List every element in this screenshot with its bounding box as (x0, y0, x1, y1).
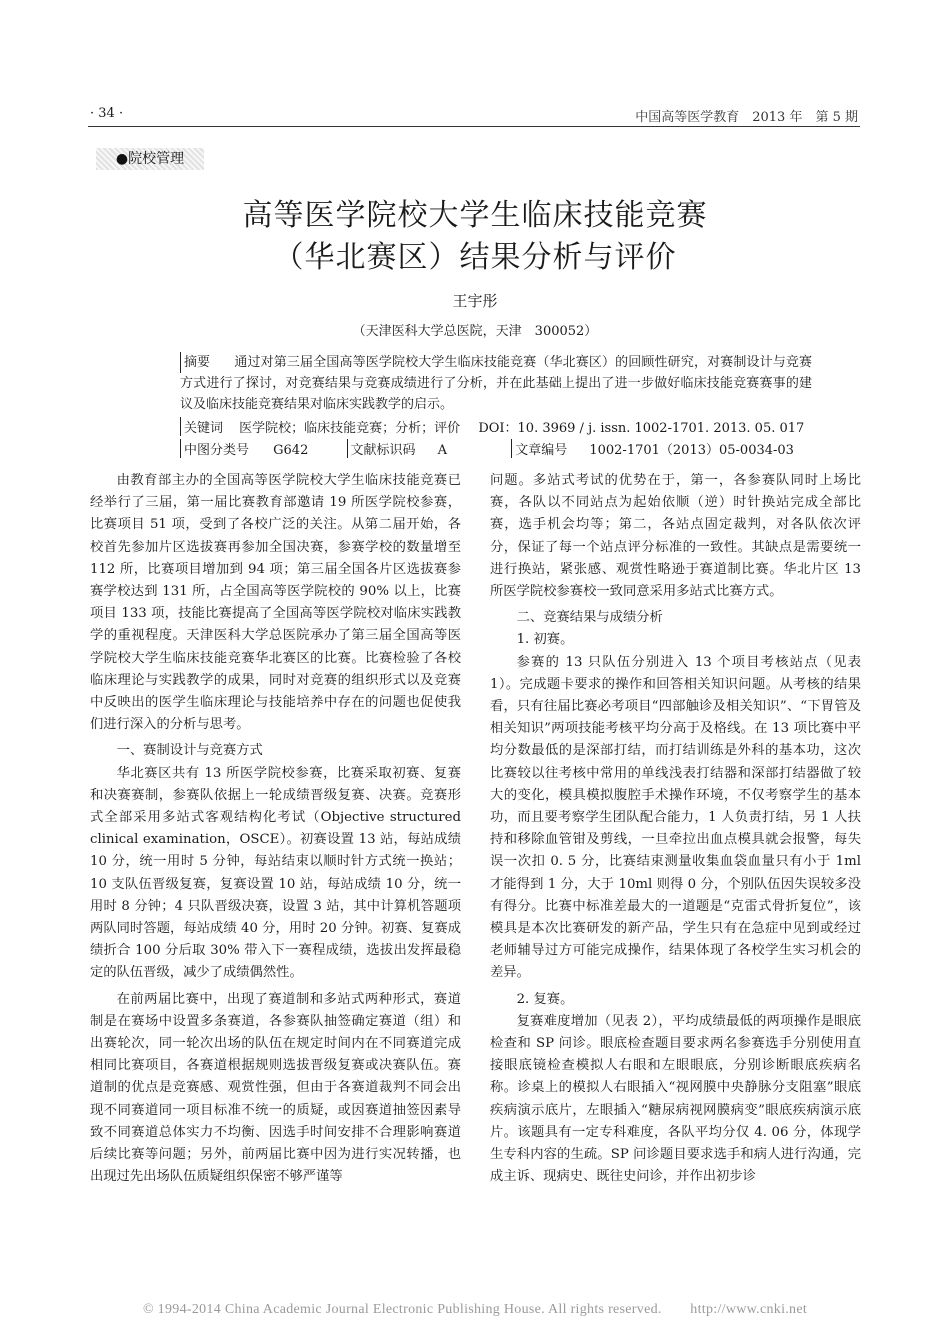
article-no-value: 1002-1701（2013）05-0034-03 (589, 443, 794, 458)
keywords-line (180, 417, 804, 436)
author: 王宇彤 (452, 292, 498, 310)
abstract (180, 352, 812, 415)
keywords-label: 关键词 (180, 417, 223, 436)
subsection-heading: 2. 复赛。 (516, 991, 574, 1007)
doi: DOI：10. 3969 / j. issn. 1002-1701. 2013. 05. 017 (478, 421, 805, 436)
journal-issue: 中国高等医学教育 2013 年 第 5 期 (635, 110, 858, 125)
title-line-1: 高等医学院校大学生临床技能竞赛 (242, 198, 708, 233)
body-column-right (490, 470, 861, 1193)
article-no-label: 文章编号 (511, 439, 567, 458)
classification-line (180, 439, 794, 458)
abstract-label: 摘要 (180, 352, 210, 373)
paragraph: 参赛的 13 只队伍分别进入 13 个项目考核站点（见表 1）。完成题卡要求的操作和回答相关知识问题。从考核的结果看，只有往届比赛必考项目“四部触诊及相关知识”、“下胃管及相关知识”两项技能考核平均分高于及格线。在 13 项比赛中平均分数最低的是深部打结，而打结训练是外科的基本功，这次比赛较以往考核中常用的单线浅表打结器和深部打结器做了较大的变化，模具模拟腹腔手术操作环境，不仅考察学生的基本功，而且要考察学生团队配合能力，1 人负责打结，另 1 人扶持和移除血管钳及剪线，一旦牵拉出血点模具就会报警，每失误一次扣 0. 5 分，比赛结束测量收集血袋血量只有小于 1ml 才能得到 1 分，大于 10ml 则得 0 分，个别队伍因失误较多没有得分。比赛中标准差最大的一道题是“克雷式骨折复位”，该模具是本次比赛研发的新产品，学生只有在急症中见到或经过老师辅导过方可能完成操作，结果体现了各校学生实习机会的差异。 (490, 654, 861, 981)
page-number: · 34 · (90, 106, 124, 121)
paragraph: 问题。多站式考试的优势在于，第一，各参赛队同时上场比赛，各队以不同站点为起始依顺（逆）时针换站完成全部比赛，选手机会均等；第二，各站点固定裁判，对各队依次评分，保证了每一个站点评分标准的一致性。其缺点是需要统一进行换站，紧张感、观赏性略逊于赛道制比赛。华北片区 13 所医学院校参赛校一致同意采用多站式比赛方式。 (490, 473, 861, 600)
abstract-text: 通过对第三届全国高等医学院校大学生临床技能竞赛（华北赛区）的回顾性研究，对赛制设计与竞赛方式进行了探讨，对竞赛结果与竞赛成绩进行了分析，并在此基础上提出了进一步做好临床技能竞赛赛事的建议及临床技能竞赛结果对临床实践教学的启示。 (180, 355, 812, 412)
paragraph: 由教育部主办的全国高等医学院校大学生临床技能竞赛已经举行了三届，第一届比赛教育部邀请 19 所医学院校参赛，比赛项目 51 项，受到了各校广泛的关注。从第二届开始，各校首先参加片区选拔赛再参加全国决赛，参赛学校的数量增至 112 所，比赛项目增加到 94 项；第三届全国各片区选拔赛参赛学校达到 131 所，占全国高等医学院校的 90% 以上，比赛项目 133 项，技能比赛提高了全国高等医学院校对临床实践教学的重视程度。天津医科大学总医院承办了第三届全国高等医学院校大学生临床技能竞赛华北赛区的比赛。比赛检验了各校临床理论与实践教学的成果，同时对竞赛的组织形式以及竞赛中反映出的医学生临床理论与技能培养中存在的问题也促使我们进行深入的分析与思考。 (90, 473, 461, 733)
section-heading: 一、赛制设计与竞赛方式 (116, 743, 263, 759)
clc-value: G642 (273, 443, 309, 458)
copyright-footer: © 1994-2014 China Academic Journal Electronic Publishing House. All rights reserved. http://www.cnki.net (142, 1302, 808, 1317)
paragraph: 华北赛区共有 13 所医学院校参赛，比赛采取初赛、复赛和决赛赛制，参赛队依据上一轮成绩晋级复赛、决赛。竞赛形式全部采用多站式客观结构化考试（Objective structured clinical examination，OSCE）。初赛设置 13 站，每站成绩 10 分，统一用时 5 分钟，每站结束以顺时针方式统一换站；10 支队伍晋级复赛，复赛设置 10 站，每站成绩 10 分，统一用时 8 分钟；4 只队晋级决赛，设置 3 站，其中计算机答题项两队同时答题，每站成绩 40 分，用时 20 分钟。初赛、复赛成绩折合 100 分后取 30% 带入下一赛程成绩，选拔出发挥最稳定的队伍晋级，减少了成绩偶然性。 (90, 765, 461, 981)
header-rule (88, 126, 860, 127)
keywords-text: 医学院校；临床技能竞赛；分析；评价 (239, 421, 461, 436)
title-line-2: （华北赛区）结果分析与评价 (273, 240, 677, 275)
paragraph: 复赛难度增加（见表 2），平均成绩最低的两项操作是眼底检查和 SP 问诊。眼底检查题目要求两名参赛选手分别使用直接眼底镜检查模拟人右眼和左眼眼底，分别诊断眼底疾病名称。诊桌上的模拟人右眼插入“视网膜中央静脉分支阻塞”眼底疾病演示底片，左眼插入“糖尿病视网膜病变”眼底疾病演示底片。该题具有一定专科难度，各队平均分仅 4. 06 分，体现学生专科内容的生疏。SP 问诊题目要求选手和病人进行沟通，完成主诉、现病史、既往史问诊，并作出初步诊 (490, 1013, 861, 1185)
doc-code-value: A (437, 443, 448, 458)
subsection-heading: 1. 初赛。 (516, 632, 574, 648)
paragraph: 在前两届比赛中，出现了赛道制和多站式两种形式，赛道制是在赛场中设置多条赛道，各参赛队抽签确定赛道（组）和出赛轮次，同一轮次出场的队伍在规定时间内在不同赛道完成相同比赛项目，各赛道根据规则选拔晋级复赛或决赛队伍。赛道制的优点是竞赛感、观赏性强，但由于各赛道裁判不同会出现不同赛道同一项目标准不统一的质疑，或因赛道抽签因素导致不同赛道总体实力不均衡、因选手时间安排不合理影响赛道后续比赛等问题；另外，前两届比赛中因为进行实况转播，也出现过先出场队伍质疑组织保密不够严谨等 (90, 991, 461, 1185)
section-heading: 二、竞赛结果与成绩分析 (516, 610, 663, 626)
body-column-left (90, 470, 461, 1193)
affiliation: （天津医科大学总医院，天津 300052） (352, 324, 598, 339)
section-tag: ●院校管理 (96, 148, 204, 170)
doc-code-label: 文献标识码 (347, 439, 416, 458)
clc-label: 中图分类号 (180, 439, 249, 458)
